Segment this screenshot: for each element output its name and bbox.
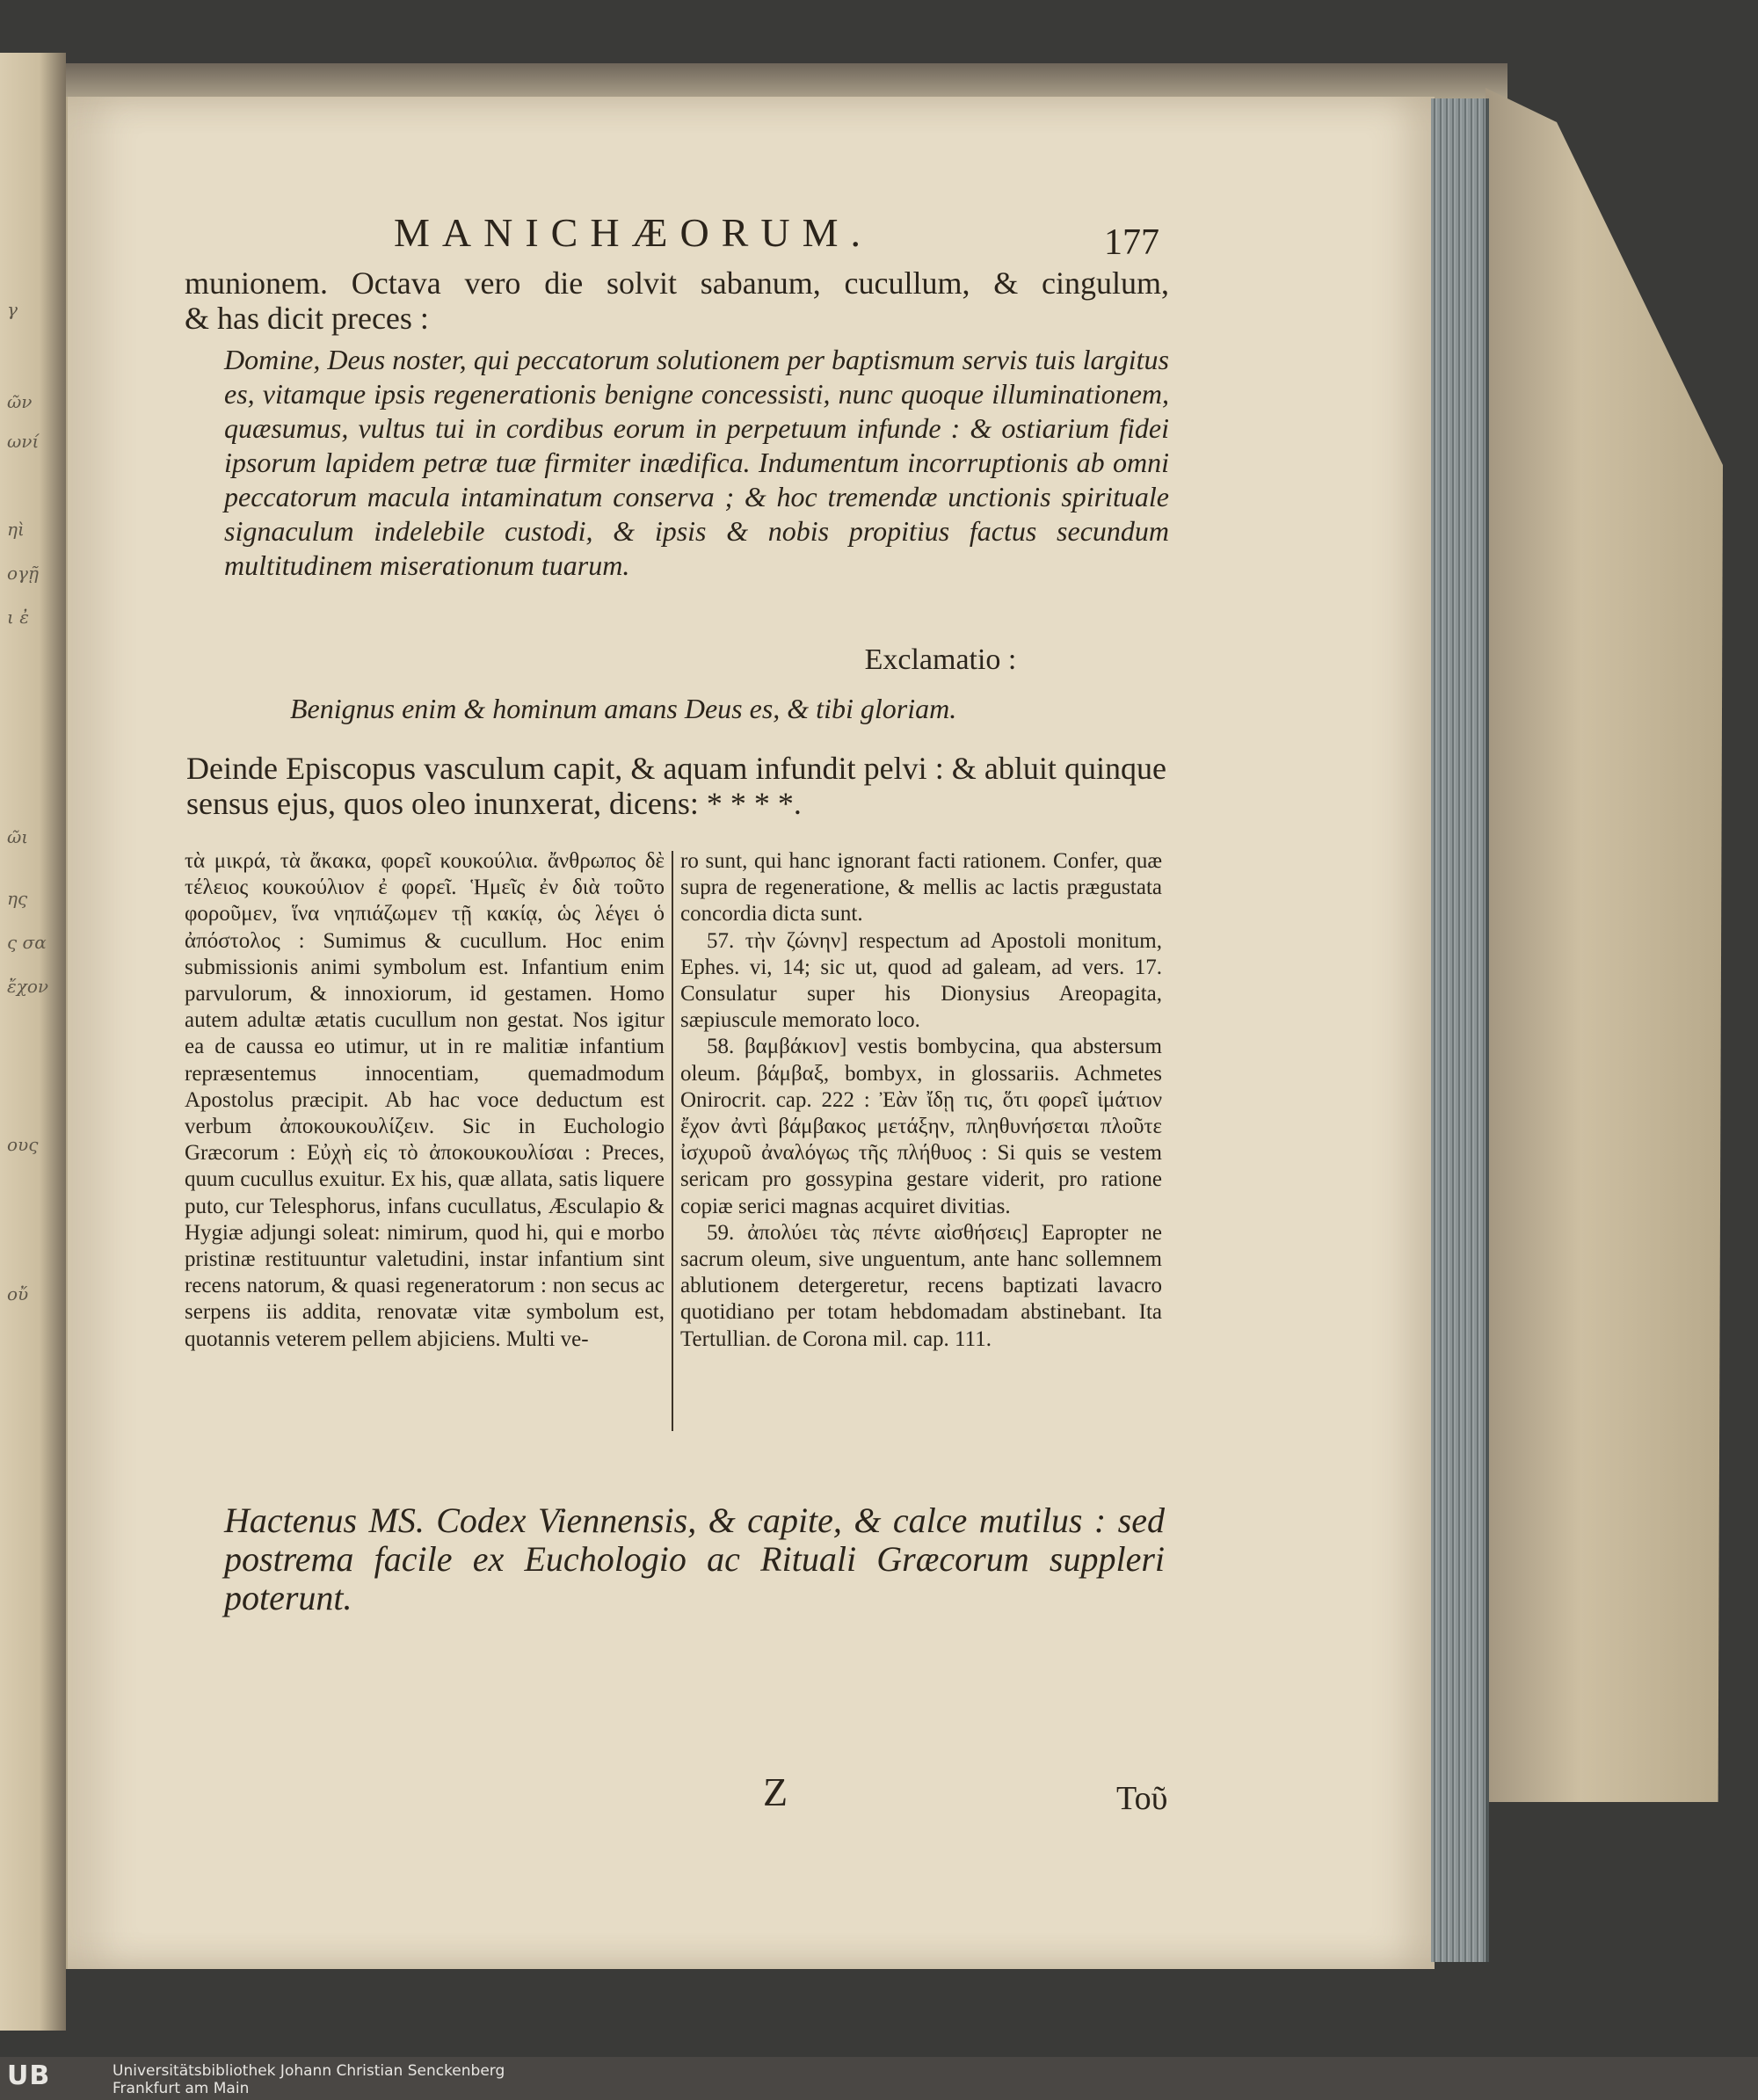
page-edges bbox=[1431, 98, 1489, 1962]
note-paragraph: τὰ μικρά, τὰ ἄκακα, φορεῖ κουκούλια. ἄνθρωπος δὲ τέλειος κουκούλιον ἐ φορεῖ. Ἡμεῖς ἐν διὰ τοῦτο φοροῦμεν, ἵνα νηπιάζωμεν τῇ κακίᾳ, ὡς λέγει ὁ ἀπόστολος : Sumimus & cucullum. Hoc enim submissionis animi symbolum est. Infantium enim parvulorum, & innoxiorum, id gestamen. Homo autem adultæ ætatis cucullum non gestat. Nos igitur ea de caussa eo utimur, ut in re malitiæ infantium repræsentemus innocentiam, quemadmodum Apostolus præcipit. Ab hac voce deductum est verbum ἀποκουκουλίζειν. Sic in Euchologio Græcorum : Εὐχὴ εἰς τὸ ἀποκουκουλίσαι : Preces, quum cucullus exuitur. Ex his, quæ allata, satis liquere puto, cur Telesphorus, infans cucullatus, Æsculapio & Hygiæ adjungi soleat: nimirum, quod hi, qui e morbo pristinæ restituuntur valetudini, instar infantium sint recens natorum, & quasi regeneratorum : non secus ac serpens iis addita, renovatæ vitæ symbolum est, quotannis veterem pellem abjiciens. Multi ve- bbox=[185, 849, 665, 1351]
library-credit bbox=[113, 2062, 505, 2097]
facing-page-edge bbox=[0, 53, 66, 2031]
library-logo: UB bbox=[7, 2060, 51, 2091]
facing-page-fragment: γ bbox=[7, 299, 18, 320]
facing-page-fragment: ῶι bbox=[7, 826, 29, 847]
notes-right-column bbox=[680, 848, 1162, 1353]
page-number: 177 bbox=[1104, 222, 1159, 263]
facing-page-fragment: ῶν bbox=[7, 391, 33, 412]
running-head: MANICHÆORUM. bbox=[394, 210, 873, 255]
intro-line: munionem. Octava vero die solvit sabanum, cucullum, & cingulum, bbox=[185, 265, 1169, 301]
note-57: 57. τὴν ζώνην] respectum ad Apostoli monitum, Ephes. vi, 14; sic ut, quod ad galeam, ad vers. 17. Consulatur super his Dionysius Areopagita, sæpiuscule memorato loco. bbox=[680, 928, 1162, 1033]
deinde-text: Deinde Episcopus vasculum capit, & aquam infundit pelvi : & abluit quinque sensus ejus, quos oleo inunxerat, dicens: * * * *. bbox=[186, 751, 1166, 821]
intro-text bbox=[185, 265, 1169, 336]
column-rule bbox=[672, 851, 673, 1431]
facing-page-fragment: ηὶ bbox=[7, 519, 25, 540]
notes-left-column bbox=[185, 848, 665, 1353]
closing-note: Hactenus MS. Codex Viennensis, & capite, & calce mutilus : sed postrema facile ex Euchologio ac Rituali Græcorum suppleri poterunt. bbox=[224, 1501, 1165, 1617]
facing-page-fragment: ς σα bbox=[7, 932, 47, 953]
facing-page-fragment: οὔ bbox=[7, 1283, 29, 1304]
note-59: 59. ἀπολύει τὰς πέντε αἰσθήσεις] Eapropter ne sacrum oleum, sive unguentum, ante hanc sollemnem ablutionem detergeretur, recens baptizati lavacro quotidiano per totam hebdomadam abstinebant. Ita Tertullian. de Corona mil. cap. 111. bbox=[680, 1220, 1162, 1351]
intro-line: & has dicit preces : bbox=[185, 301, 429, 336]
facing-page-fragment: ἔχον bbox=[7, 976, 49, 997]
catchword: Τοῦ bbox=[1116, 1780, 1168, 1817]
facing-page-fragment: ης bbox=[7, 888, 28, 909]
note-paragraph: ro sunt, qui hanc ignorant facti rationem. Confer, quæ supra de regeneratione, & mellis ac lactis prægustata concordia dicta sunt. bbox=[680, 849, 1162, 926]
exclamatio-text: Benignus enim & hominum amans Deus es, & tibi gloriam. bbox=[290, 693, 957, 724]
prayer-text: Domine, Deus noster, qui peccatorum solutionem per baptismum servis tuis largitus es, vitamque ipsis regenerationis benigne concessisti, nunc quoque illuminationem, quæsumus, vultus tui in cordibus eorum in perpetuum infunde : & ostiarium fidei ipsorum lapidem petræ tuæ firmiter inædifica. Indumentum incorruptionis ab omni peccatorum macula intaminatum conserva ; & hoc tremendæ unctionis spirituale signaculum indelebile custodi, & ipsis & nobis propitius factus secundum multitudinem miserationum tuarum. bbox=[224, 344, 1169, 581]
exclamatio-heading: Exclamatio : bbox=[864, 643, 1017, 676]
facing-page-fragment: ους bbox=[7, 1134, 39, 1155]
library-city: Frankfurt am Main bbox=[113, 2080, 250, 2097]
library-name: Universitätsbibliothek Johann Christian Senckenberg bbox=[113, 2062, 505, 2080]
note-58: 58. βαμβάκιον] vestis bombycina, qua abstersum oleum. βάμβαξ, bombyx, in glossariis. Achmetes Onirocrit. cap. 222 : Ἐὰν ἴδῃ τις, ὅτι φορεῖ ἱμάτιον ἔχον ἀντὶ βάμβακος μετάξην, πληθυνήσεται πλοῦτε ἰσχυροῦ ἀναλόγως τῆς πλήθυος : Si quis se vestem sericam pro gossypina gestare viderit, pro ratione copiæ serici magnas acquiret divitias. bbox=[680, 1035, 1162, 1218]
signature-mark: Z bbox=[763, 1769, 788, 1814]
book-cover-right bbox=[1486, 88, 1723, 1802]
facing-page-fragment: ογῇ bbox=[7, 563, 39, 584]
facing-page-fragment: ι ἐ bbox=[7, 607, 29, 628]
facing-page-fragment: ωνί bbox=[7, 431, 40, 452]
